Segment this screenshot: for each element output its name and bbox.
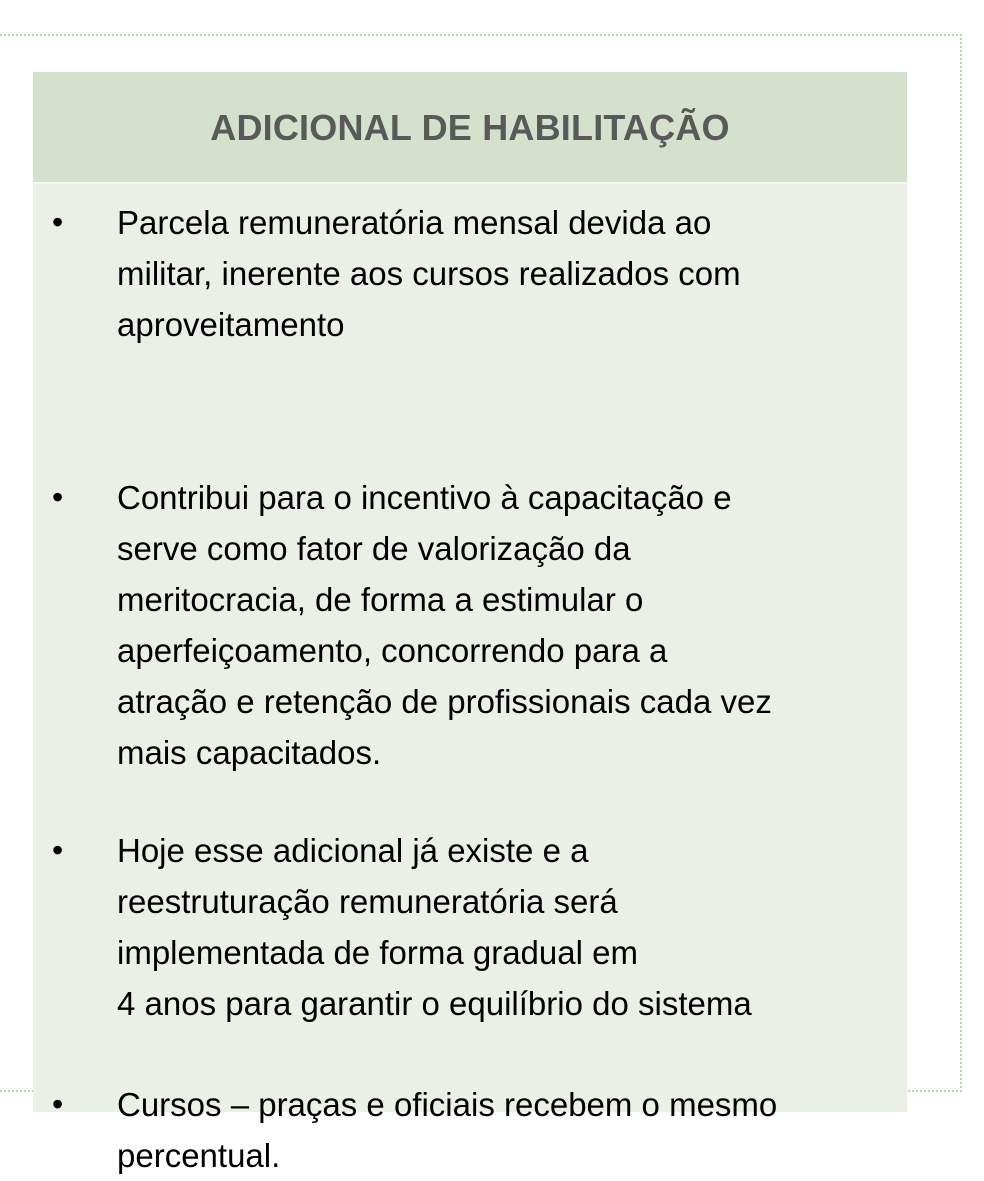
bullet-icon: • — [52, 479, 64, 515]
panel-title: ADICIONAL DE HABILITAÇÃO — [210, 107, 730, 148]
text-line: mais capacitados. — [117, 734, 382, 771]
text-line: 4 anos para garantir o equilíbrio do sistema — [117, 985, 752, 1022]
text-line: aproveitamento — [117, 306, 345, 343]
bullet-icon: • — [52, 832, 64, 868]
bullet-icon: • — [52, 204, 64, 240]
text-line: Contribui para o incentivo à capacitação e — [117, 479, 732, 516]
bullet-list — [33, 72, 907, 1174]
text-line: implementada de forma gradual em — [117, 934, 638, 971]
bullet-icon: • — [52, 1086, 64, 1122]
text-line: aperfeiçoamento, concorrendo para a — [117, 632, 668, 669]
bullet-text — [117, 1079, 897, 1181]
text-line: Hoje esse adicional já existe e a — [117, 832, 589, 869]
text-line: Parcela remuneratória mensal devida ao — [117, 204, 712, 241]
text-line: militar, inerente aos cursos realizados com — [117, 255, 741, 292]
text-line: serve como fator de valorização da — [117, 530, 631, 567]
info-panel — [33, 72, 907, 1174]
text-line: Cursos – praças e oficiais recebem o mesmo — [117, 1086, 778, 1123]
bullet-text — [117, 825, 897, 1029]
text-line: atração e retenção de profissionais cada vez — [117, 683, 772, 720]
bullet-text — [117, 472, 897, 778]
bullet-text — [117, 197, 897, 350]
text-line: meritocracia, de forma a estimular o — [117, 581, 644, 618]
text-line: reestruturação remuneratória será — [117, 883, 618, 920]
text-line: percentual. — [117, 1137, 281, 1174]
